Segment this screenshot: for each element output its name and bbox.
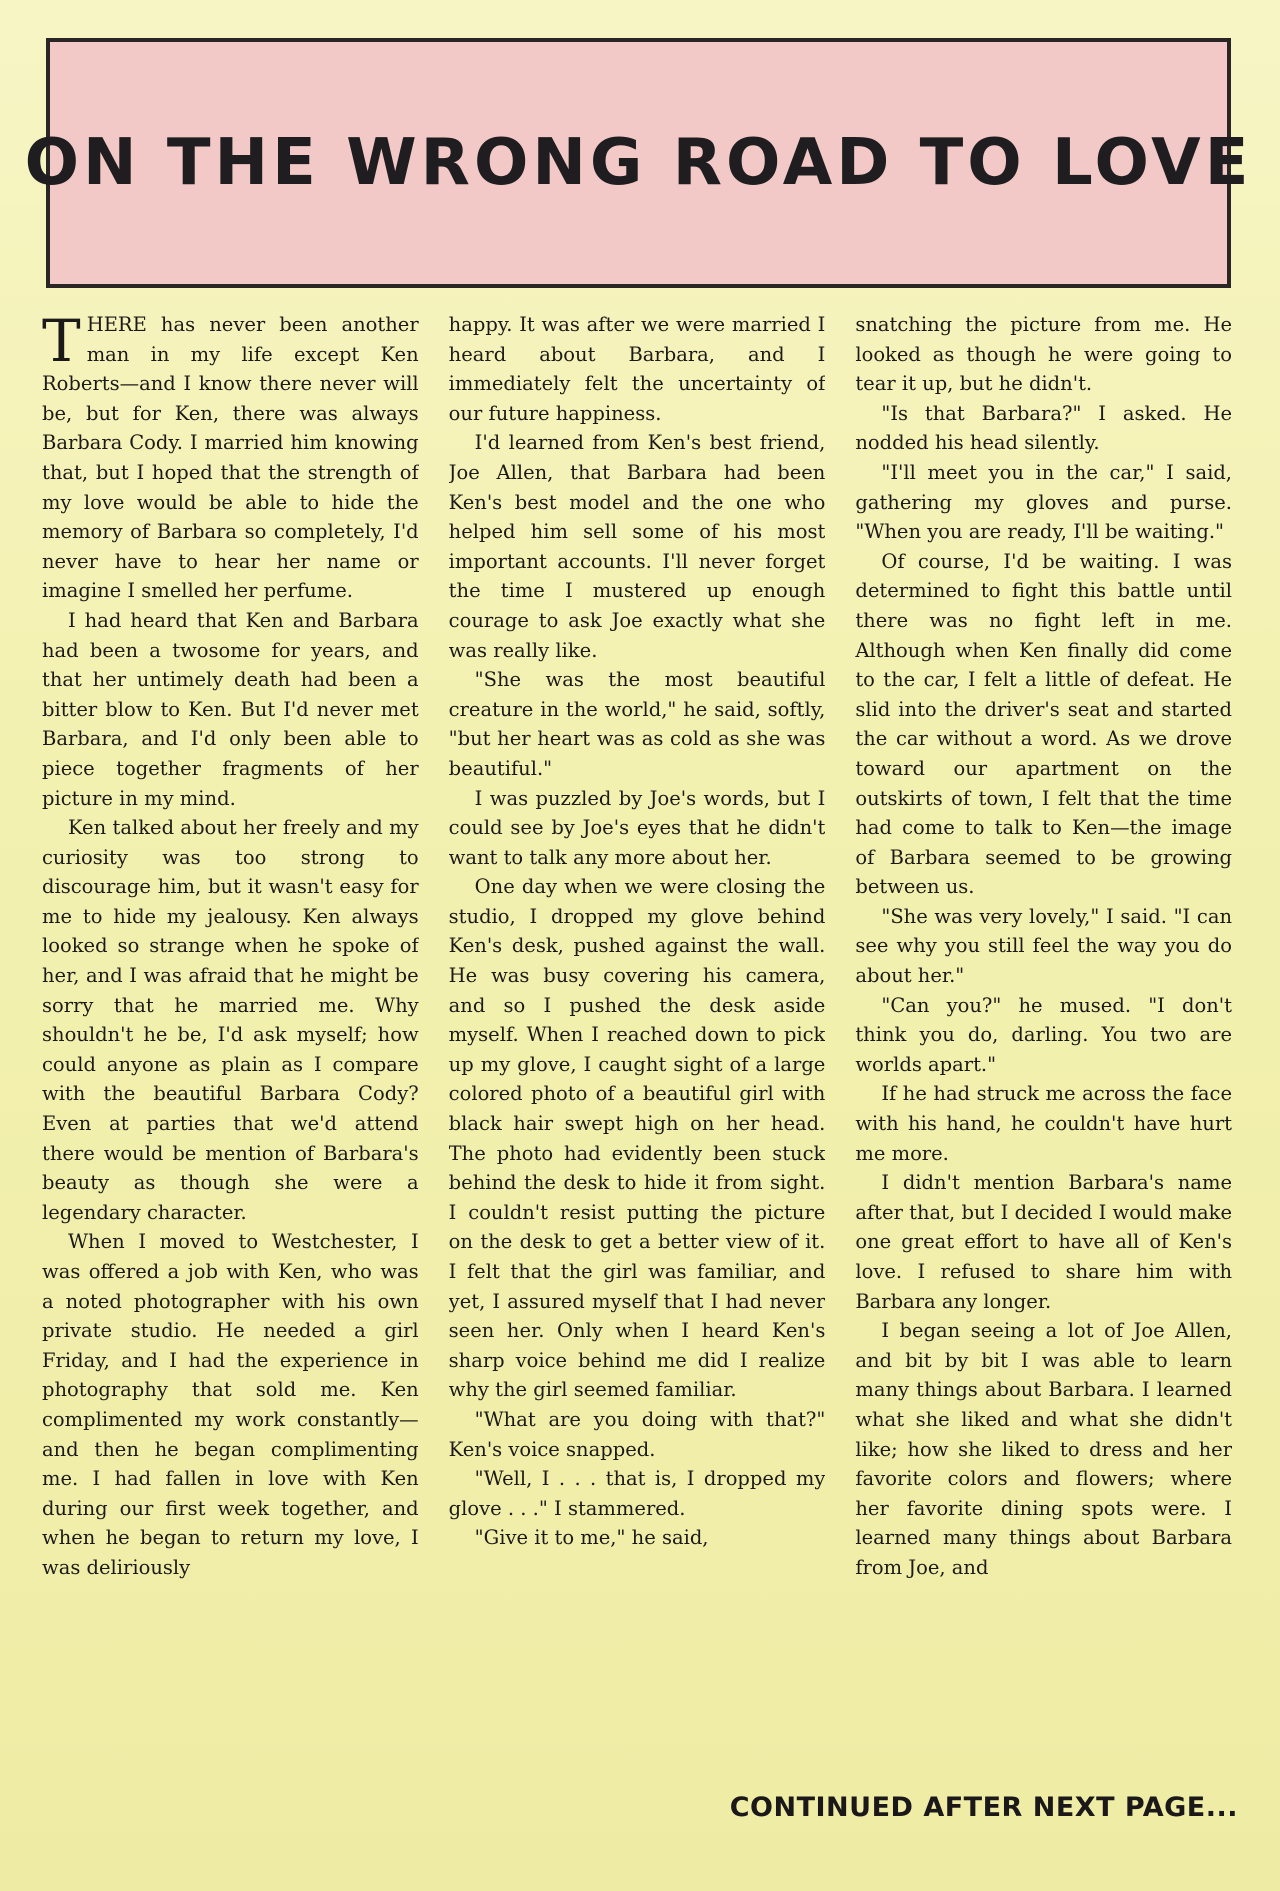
paragraph: If he had struck me across the face with his hand, he couldn't have hurt me more. [855, 1082, 1233, 1165]
paragraph: I had heard that Ken and Barbara had been a twosome for years, and that her untimely death had been a bitter blow to Ken. But I'd never met Barbara, and I'd only been able to piece together fragments of her picture in my mind. [42, 608, 419, 810]
paragraph: I began seeing a lot of Joe Allen, and bit by bit I was able to learn many things about Barbara. I learned what she liked and what she didn't like; how she liked to dress and her favorite colors and flowers; where her favorite dining spots were. I learned many things about Barbara from Joe, and [855, 1319, 1233, 1579]
paragraph: "Give it to me," he said, [474, 1526, 709, 1550]
title-banner [24, 38, 1253, 288]
paragraph: "What are you doing with that?" Ken's voice snapped. [448, 1407, 826, 1461]
paragraph: Of course, I'd be waiting. I was determined to fight this battle until there was no fight left in me. Although when Ken finally did come to the car, I felt a little of defeat. He slid into the driver's seat and started the car without a word. As we drove toward our apartment on the outskirts of town, I felt that the time had come to talk to Ken—the image of Barbara seemed to be growing between us. [855, 549, 1233, 899]
paragraph: "She was the most beautiful creature in the world," he said, softly, "but her heart was as cold as she was beautiful." [448, 668, 826, 780]
paragraph-text: HERE has never been another man in my life except Ken Roberts—and I know there never will be, but for Ken, there was always Barbara Cody. I married him knowing that, but I hoped that the strength of my love would be able to hide the memory of Barbara so completely, I'd never have to hear her name or imagine I smelled her perfume. [42, 313, 419, 603]
story-columns [42, 310, 1232, 1730]
story-title: ON THE WRONG ROAD TO LOVE [24, 126, 1253, 200]
paragraph: snatching the picture from me. He looked as though he were going to tear it up, but he didn't. [855, 313, 1233, 396]
paragraph [42, 310, 419, 606]
paragraph: happy. It was after we were married I heard about Barbara, and I immediately felt the uncertainty of our future happiness. [448, 313, 826, 425]
continued-footer: CONTINUED AFTER NEXT PAGE... [729, 1792, 1238, 1823]
paragraph: "Can you?" he mused. "I don't think you do, darling. You two are worlds apart." [855, 993, 1233, 1076]
paragraph: I'd learned from Ken's best friend, Joe Allen, that Barbara had been Ken's best model and the one who helped him sell some of his most important accounts. I'll never forget the time I mustered up enough courage to ask Joe exactly what she was really like. [448, 431, 826, 662]
paragraph: When I moved to Westchester, I was offered a job with Ken, who was a noted photographer with his own private studio. He needed a girl Friday, and I had the experience in photography that sold me. Ken complimented my work constantly—and then he began complimenting me. I had fallen in love with Ken during our first week together, and when he began to return my love, I was deliriously [42, 1230, 419, 1579]
paragraph: "Well, I . . . that is, I dropped my glove . . ." I stammered. [448, 1467, 826, 1520]
paragraph: One day when we were closing the studio, I dropped my glove behind Ken's desk, pushed against the wall. He was busy covering his camera, and so I pushed the desk aside myself. When I reached down to pick up my glove, I caught sight of a large colored photo of a beautiful girl with black hair swept high on her head. The photo had evidently been stuck behind the desk to hide it from sight. I couldn't resist putting the picture on the desk to get a better view of it. I felt that the girl was familiar, and yet, I assured myself that I had never seen her. Only when I heard Ken's sharp voice behind me did I realize why the girl seemed familiar. [448, 875, 826, 1402]
paragraph: Ken talked about her freely and my curiosity was too strong to discourage him, but it wasn't easy for me to hide my jealousy. Ken always looked so strange when he spoke of her, and I was afraid that he might be sorry that he married me. Why shouldn't he be, I'd ask myself; how could anyone as plain as I compare with the beautiful Barbara Cody? Even at parties that we'd attend there would be mention of Barbara's beauty as though she were a legendary character. [42, 816, 419, 1224]
paragraph: I didn't mention Barbara's name after that, but I decided I would make one great effort to have all of Ken's love. I refused to share him with Barbara any longer. [855, 1171, 1233, 1313]
paragraph: I was puzzled by Joe's words, but I could see by Joe's eyes that he didn't want to talk any more about her. [448, 786, 826, 869]
column-1 [42, 310, 419, 1730]
column-2 [449, 310, 826, 1730]
paragraph: "I'll meet you in the car," I said, gathering my gloves and purse. "When you are ready, I'll be waiting." [855, 460, 1233, 544]
column-3 [855, 310, 1232, 1730]
drop-cap: T [42, 310, 81, 375]
paragraph: "She was very lovely," I said. "I can see why you still feel the way you do about her." [855, 904, 1233, 988]
paragraph: "Is that Barbara?" I asked. He nodded his head silently. [855, 401, 1233, 455]
